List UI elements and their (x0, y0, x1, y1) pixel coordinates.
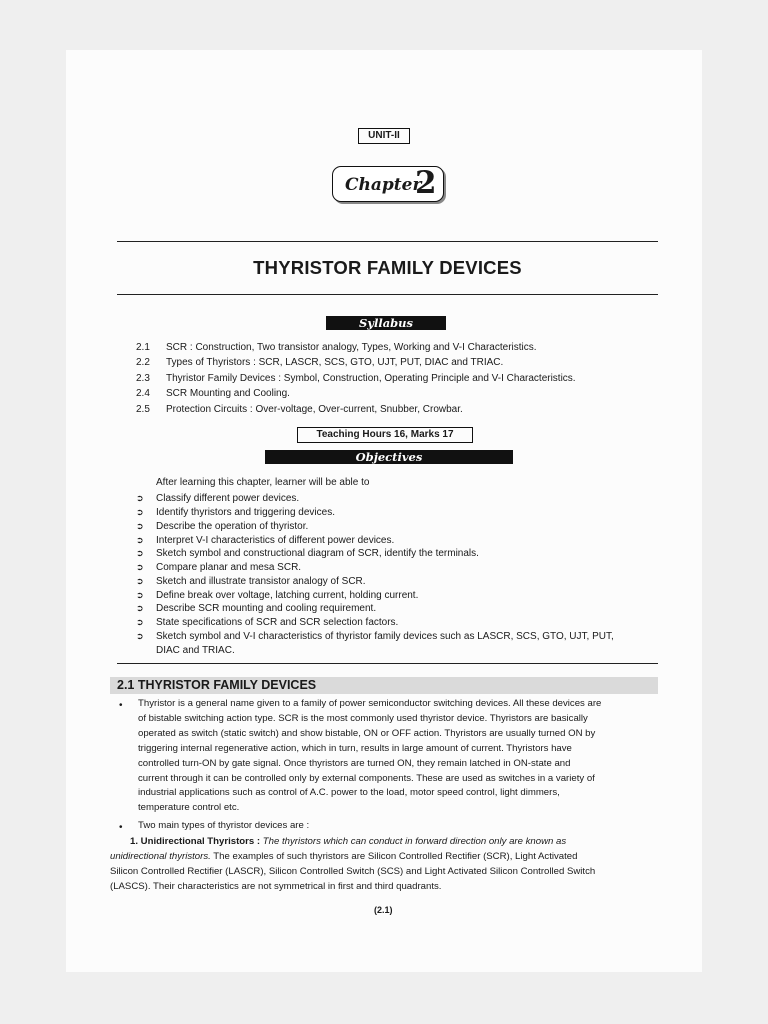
chapter-number: 2 (415, 165, 437, 201)
objective-item: ➲ Interpret V-I characteristics of different power devices. (136, 535, 395, 546)
arrow-bullet-icon: ➲ (136, 576, 144, 586)
unit-label: UNIT-II (358, 128, 410, 144)
page-number: (2.1) (374, 905, 393, 915)
arrow-bullet-icon: ➲ (136, 535, 144, 545)
syllabus-item: 2.5 Protection Circuits : Over-voltage, Over-current, Snubber, Crowbar. (136, 404, 463, 415)
objectives-intro: After learning this chapter, learner will be able to (156, 477, 370, 488)
syllabus-item: 2.3 Thyristor Family Devices : Symbol, Construction, Operating Principle and V-I Characteristics. (136, 373, 576, 384)
chapter-word: Chapter (345, 175, 422, 195)
arrow-bullet-icon: ➲ (136, 562, 144, 572)
arrow-bullet-icon: ➲ (136, 507, 144, 517)
chapter-badge (332, 166, 444, 202)
syllabus-item: 2.4 SCR Mounting and Cooling. (136, 388, 290, 399)
objective-item: ➲ Sketch symbol and constructional diagram of SCR, identify the terminals. (136, 548, 479, 559)
objective-item: ➲ Sketch and illustrate transistor analogy of SCR. (136, 576, 366, 587)
objectives-heading: Objectives (265, 450, 513, 464)
objective-item: ➲ State specifications of SCR and SCR selection factors. (136, 617, 399, 628)
objectives-rule (117, 663, 658, 664)
objective-item: ➲ Compare planar and mesa SCR. (136, 562, 302, 573)
chapter-title: THYRISTOR FAMILY DEVICES (253, 257, 522, 278)
section-heading: 2.1 THYRISTOR FAMILY DEVICES (110, 677, 658, 694)
title-rule-bottom (117, 294, 658, 295)
syllabus-heading: Syllabus (326, 316, 446, 330)
objective-item: ➲ Define break over voltage, latching current, holding current. (136, 590, 419, 601)
arrow-bullet-icon: ➲ (136, 617, 144, 627)
syllabus-item: 2.1 SCR : Construction, Two transistor analogy, Types, Working and V-I Characteristics. (136, 342, 537, 353)
arrow-bullet-icon: ➲ (136, 590, 144, 600)
intro-paragraph: Thyristor is a general name given to a family of power semiconductor switching devices. All these devices are of bistable switching action type. SCR is the most commonly used thyristor device. Thyristors are basically operated as switch (static switch) and show bistable, ON or OFF action. Thyristors are usually turned ON by triggering internal regenerative action, which in turn, results in large amount of current. Thyristors have controlled turn-ON by gate signal. Once thyristors are turned ON, they remain latched in ON-state and current through it can be controlled only by external components. These are used as switches in a variety of industrial applications such as control of A.C. power to the load, motor speed control, light dimmers, temperature control etc. (138, 698, 602, 814)
objective-item: ➲ Identify thyristors and triggering devices. (136, 507, 335, 518)
teaching-hours-box: Teaching Hours 16, Marks 17 (297, 427, 473, 443)
syllabus-item: 2.2 Types of Thyristors : SCR, LASCR, SCS, GTO, UJT, PUT, DIAC and TRIAC. (136, 357, 504, 368)
arrow-bullet-icon: ➲ (136, 493, 144, 503)
types-intro: Two main types of thyristor devices are : (138, 820, 310, 831)
title-rule-top (117, 241, 658, 242)
objective-item: ➲ Classify different power devices. (136, 493, 300, 504)
arrow-bullet-icon: ➲ (136, 603, 144, 613)
arrow-bullet-icon: ➲ (136, 548, 144, 558)
objective-item: ➲ Describe the operation of thyristor. (136, 521, 309, 532)
bullet-dot-icon: • (119, 822, 123, 833)
arrow-bullet-icon: ➲ (136, 521, 144, 531)
objective-item: ➲ Describe SCR mounting and cooling requirement. (136, 603, 377, 614)
objective-item: ➲ Sketch symbol and V-I characteristics of thyristor family devices such as LASCR, SCS, GTO, UJT, PUT, DIAC and TRIAC. (136, 631, 614, 656)
unidirectional-paragraph: 1. Unidirectional Thyristors : The thyristors which can conduct in forward direction only are known as unidirectional thyristors. The examples of such thyristors are Silicon Controlled Rectifier (SCR), Light Activated Silicon Controlled Rectifier (LASCR), Silicon Controlled Switch (SCS) and Light Activated Silicon Controlled Switch (LASCS). Their characteristics are not symmetrical in first and third quadrants. (110, 836, 596, 892)
arrow-bullet-icon: ➲ (136, 631, 144, 641)
bullet-dot-icon: • (119, 700, 123, 711)
